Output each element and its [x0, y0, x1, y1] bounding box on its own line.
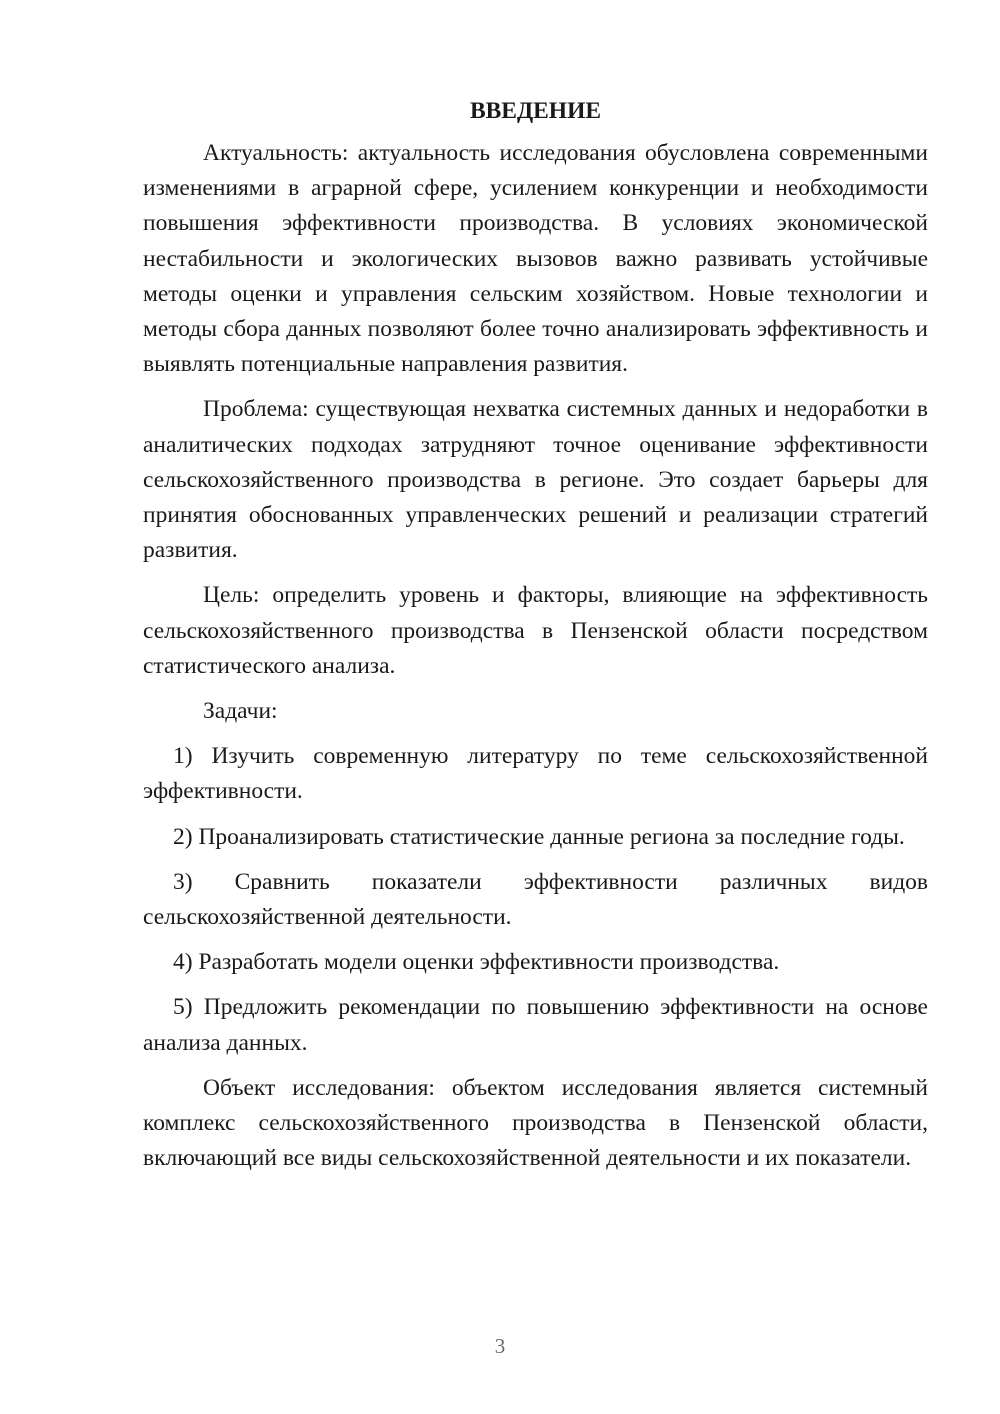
- task-item-2: 2) Проанализировать статистические данные региона за последние годы.: [173, 823, 905, 850]
- task-item-3: 3) Сравнить показатели эффективности различных видов сельскохозяйственной деятельности.: [143, 868, 928, 931]
- paragraph-goal: Цель: определить уровень и факторы, влияющие на эффективность сельскохозяйственного производства в Пензенской области посредством статистического анализа.: [143, 582, 928, 679]
- paragraph-relevance: Актуальность: актуальность исследования обусловлена современными изменениями в аграрной сфере, усилением конкуренции и необходимости повышения эффективности производства. В условиях экономической нестабильности и экологических вызовов важно развивать устойчивые методы оценки и управления сельским хозяйством. Новые технологии и методы сбора данных позволяют более точно анализировать эффективность и выявлять потенциальные направления развития.: [143, 140, 928, 378]
- task-item-5: 5) Предложить рекомендации по повышению эффективности на основе анализа данных.: [143, 994, 928, 1056]
- tasks-heading: Задачи:: [203, 698, 278, 725]
- page-number: 3: [494, 1334, 506, 1358]
- section-title: ВВЕДЕНИЕ: [469, 98, 602, 124]
- task-item-1: 1) Изучить современную литературу по теме сельскохозяйственной эффективности.: [143, 743, 928, 805]
- document-page: [143, 96, 928, 1186]
- paragraph-problem: Проблема: существующая нехватка системных данных и недоработки в аналитических подходах затрудняют точное оценивание эффективности сельскохозяйственного производства в регионе. Это создает барьеры для принятия обоснованных управленческих решений и реализации стратегий развития.: [143, 396, 928, 564]
- paragraph-object: Объект исследования: объектом исследования является системный комплекс сельскохозяйственного производства в Пензенской области, включающий все виды сельскохозяйственной деятельности и их показатели.: [143, 1074, 928, 1172]
- task-item-4: 4) Разработать модели оценки эффективности производства.: [173, 949, 780, 976]
